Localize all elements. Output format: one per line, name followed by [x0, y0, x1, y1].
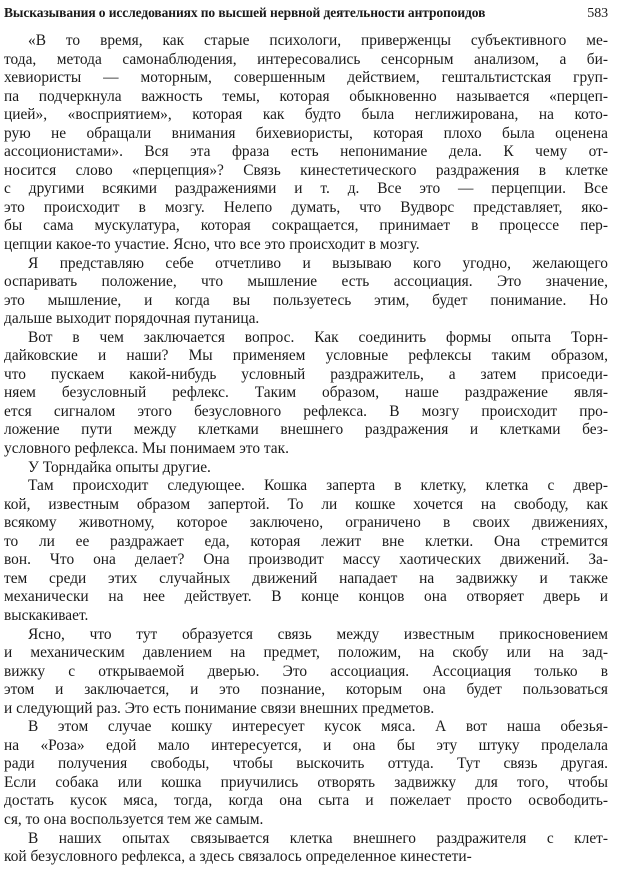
paragraph — [4, 830, 608, 867]
text-line: условного рефлекса. Мы понимаем это так. — [4, 440, 289, 458]
text-line: выскакивает. — [4, 606, 89, 624]
text-line: носится слово «перцепция»? Связь кинестетического раздражения в клетке — [4, 161, 608, 179]
text-line: Я представляю себе отчетливо и вызываю кого угодно, желающего — [28, 254, 608, 272]
text-line: всякому животному, которое заключено, ограничено в своих движениях, — [4, 514, 608, 532]
text-line: это происходит в мозгу. Нелепо думать, что Вудворс представляет, яко- — [4, 198, 608, 216]
paragraph — [4, 329, 608, 459]
text-line: с другими всякими раздражениями и т. д. Все это — перцепции. Все — [4, 180, 608, 198]
text-line: бы сама мускулатура, которая сокращается, принимает в процессе пер- — [4, 217, 608, 235]
text-line: это мышление, и когда вы пользуетесь этим, будет понимание. Но — [4, 291, 608, 309]
text-line: механически на нее действует. В конце концов она отворяет дверь и — [4, 588, 608, 606]
running-title: Высказывания о исследованиях по высшей нервной деятельности антропоидов — [4, 5, 486, 20]
text-line: цией», «восприятием», которая как будто была неглижирована, на кото- — [4, 106, 608, 124]
text-line: В этом случае кошку интересует кусок мяса. А вот наша обезья- — [28, 718, 608, 736]
text-line: ется сигналом этого безусловного рефлекса. В мозгу происходит про- — [4, 402, 608, 420]
text-line: вон. Что она делает? Она производит массу хаотических движений. За- — [4, 551, 608, 569]
text-line: то ли ее раздражает еда, которая лежит вне клетки. Она стремится — [4, 532, 608, 550]
text-line: хевиористы — моторным, совершенным действием, гештальтистская груп- — [4, 69, 608, 87]
text-line: и следующий раз. Это есть понимание связи внешних предметов. — [4, 699, 435, 717]
text-line: на «Роза» едой мало интересуется, и она бы эту штуку проделала — [4, 736, 608, 754]
text-line: тем среди этих случайных движений нападает на задвижку и также — [4, 569, 608, 587]
paragraph — [4, 32, 608, 255]
text-line: па подчеркнула важность темы, которая обыкновенно называется «перцеп- — [4, 87, 608, 105]
text-line: дальше выходит порядочная путаница. — [4, 310, 260, 328]
text-line: «В то время, как старые психологи, приверженцы субъективного ме- — [28, 32, 608, 49]
text-line: Вот в чем заключается вопрос. Как соединить формы опыта Торн- — [28, 328, 608, 346]
text-line: оспаривать положение, что мышление есть ассоциация. Это значение, — [4, 273, 608, 291]
paragraph — [4, 459, 608, 478]
text-line: ассоционистами». Вся эта фраза есть непонимание дела. К чему от- — [4, 143, 608, 161]
paragraph — [4, 477, 608, 625]
page-number: 583 — [587, 6, 608, 21]
text-line: рую не обращали внимания бихевиористы, которая плохо была оценена — [4, 124, 608, 142]
running-header — [4, 2, 608, 24]
text-line: достать кусок мяса, тогда, когда она сыта и пожелает просто освободить- — [4, 792, 608, 810]
text-line: ся, то она воспользуется тем же самым. — [4, 810, 264, 828]
text-line: и механическим давлением на предмет, положим, на скобу или на зад- — [4, 644, 608, 662]
text-line: Ясно, что тут образуется связь между известным прикосновением — [28, 625, 608, 643]
text-line: В наших опытах связывается клетка внешнего раздражителя с клет- — [28, 829, 608, 847]
text-line: кой безусловного рефлекса, а здесь связалось определенное кинестети- — [4, 848, 472, 866]
text-line: няем безусловный рефлекс. Таким образом, наше раздражение явля- — [4, 384, 608, 402]
text-line: дайковские и наши? Мы применяем условные рефлексы таким образом, — [4, 347, 608, 365]
text-line: ложение пути между клетками внешнего раздражения и клетками без- — [4, 421, 608, 439]
text-line: Если собака или кошка приучились отворять задвижку для того, чтобы — [4, 773, 608, 791]
text-line: У Торндайка опыты другие. — [28, 458, 211, 476]
paragraph — [4, 255, 608, 329]
text-line: вижку с открываемой дверью. Это ассоциация. Ассоциация только в — [4, 662, 608, 680]
text-line: ради получения свободы, чтобы выскочить оттуда. Тут связь другая. — [4, 755, 608, 773]
text-line: цепции какое-то участие. Ясно, что все это происходит в мозгу. — [4, 236, 420, 254]
text-line: тода, метода самонаблюдения, интересовались сенсорным анализом, а би- — [4, 50, 608, 68]
text-line: что пускаем какой-нибудь условный раздражитель, а затем присоеди- — [4, 365, 608, 383]
text-line: этом и заключается, и это познание, которым она будет пользоваться — [4, 681, 608, 699]
page-body — [4, 32, 608, 867]
paragraph — [4, 626, 608, 719]
text-line: кой, известным образом запертой. То ли кошке хочется на свободу, как — [4, 495, 608, 513]
text-line: Там происходит следующее. Кошка заперта в клетку, клетка с двер- — [28, 477, 608, 495]
paragraph — [4, 718, 608, 829]
